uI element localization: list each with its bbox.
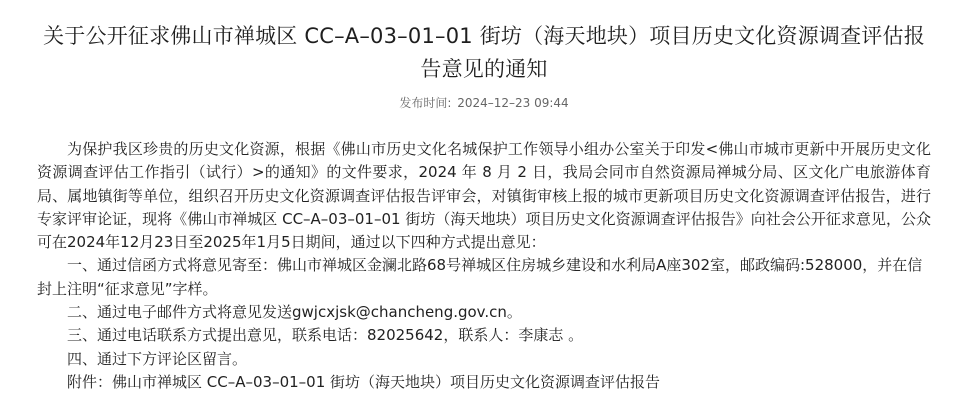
method-item-mail: 一、通过信函方式将意见寄至：佛山市禅城区金澜北路68号禅城区住房城乡建设和水利局A座302室，邮政编码:528000，并在信封上注明“征求意见”字样。: [37, 256, 923, 298]
article-body: [37, 138, 931, 394]
method-item-email: 二、通过电子邮件方式将意见发送gwjcxjsk@chancheng.gov.cn。: [67, 303, 522, 322]
method-item-comment: 四、通过下方评论区留言。: [67, 349, 248, 368]
attachment-link[interactable]: 附件：佛山市禅城区 CC–A–03–01–01 街坊（海天地块）项目历史文化资源调查评估报告: [67, 372, 661, 391]
intro-paragraph: 为保护我区珍贵的历史文化资源，根据《佛山市历史文化名城保护工作领导小组办公室关于印发<佛山市城市更新中开展历史文化资源调查评估工作指引（试行）>的通知》的文件要求，2024 年 8 月 2 日，我局会同市自然资源局禅城分局、区文化广电旅游体育局、属地镇街等单位，组织召开历史文化资源调查评估报告评审会，对镇街审核上报的城市更新项目历史文化资源调查评估报告，进行专家评审论证，现将《佛山市禅城区 CC–A–03–01–01 街坊（海天地块）项目历史文化资源调查评估报告》向社会公开征求意见，公众可在2024年12月23日至2025年1月5日期间，通过以下四种方式提出意见：: [37, 140, 931, 252]
method-item-phone: 三、通过电话联系方式提出意见，联系电话：82025642，联系人：李康志 。: [67, 326, 584, 345]
article-title: 关于公开征求佛山市禅城区 CC–A–03–01–01 街坊（海天地块）项目历史文化资源调查评估报告意见的通知: [43, 24, 925, 81]
publish-label: 发布时间:: [399, 96, 452, 110]
publish-meta: [37, 95, 931, 111]
publish-time: 2024–12–23 09:44: [457, 96, 569, 110]
